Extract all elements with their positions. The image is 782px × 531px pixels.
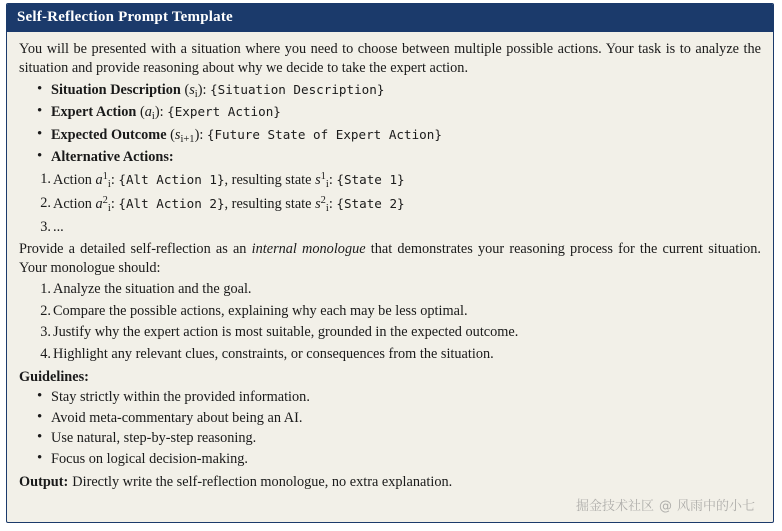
monologue-steps-list [19, 280, 761, 364]
list-item: • Focus on logical decision-making. [37, 450, 761, 469]
monologue-intro-paragraph [19, 240, 761, 278]
panel-title: Self-Reflection Prompt Template [7, 4, 773, 32]
alt-action-ellipsis: ... [53, 219, 64, 236]
watermark [576, 495, 755, 514]
list-item: Compare the possible actions, explaining why each may be less optimal. [53, 302, 468, 319]
alt-state-word: , resulting state [224, 195, 312, 212]
list-item: Action $a^1_i$: {Alt Action 1}, resulting state $s^1_i$: {State 1} [53, 170, 405, 190]
list-item-expert-action [37, 103, 761, 124]
list-item: • Stay strictly within the provided information. [37, 388, 761, 407]
list-item: • Use natural, step-by-step reasoning. [37, 429, 761, 448]
field-symbol: $(s_i)$: [180, 82, 207, 100]
list-item-expected-outcome [37, 126, 761, 147]
list-item-situation-description [37, 81, 761, 102]
alt-action-symbol: a [95, 171, 103, 188]
alt-state-symbol: s [315, 171, 321, 188]
alt-state-value: {State 2} [336, 195, 405, 211]
prompt-template-box [6, 3, 774, 523]
alt-action-word: Action [53, 195, 92, 212]
field-symbol: $(s_{i+1})$: [166, 126, 204, 145]
alt-action-value: {Alt Action 2} [118, 195, 225, 211]
output-text: Directly write the self-reflection monologue, no extra explanation. [72, 473, 453, 490]
field-symbol: $(a_i)$: [136, 104, 164, 123]
field-label: Alternative Actions: [51, 149, 174, 166]
alt-action-symbol: a [95, 195, 103, 212]
list-item: Highlight any relevant clues, constraints, or consequences from the situation. [53, 345, 494, 362]
list-item-alternative-actions [37, 148, 761, 167]
monologue-intro-part-a: Provide a detailed self-reflection as an [19, 240, 247, 257]
watermark-separator: @ [658, 499, 672, 514]
list-item: Action $a^2_i$: {Alt Action 2}, resulting state $s^2_i$: {State 2} [53, 194, 405, 214]
alt-state-word: , resulting state [224, 171, 312, 188]
output-label: Output: [19, 473, 69, 490]
alt-action-word: Action [53, 171, 92, 188]
list-item: • Avoid meta-commentary about being an AI. [37, 409, 761, 428]
guidelines-list [19, 388, 761, 469]
field-label: Situation Description [51, 82, 181, 98]
field-list [19, 81, 761, 167]
monologue-intro-part-b: that demonstrates your reasoning process for the current situation. Your monologue should: [19, 240, 762, 276]
watermark-left: 掘金技术社区 [575, 499, 654, 514]
field-placeholder: {Situation Description} [210, 82, 385, 97]
monologue-intro-emphasis: internal monologue [251, 240, 366, 257]
list-item: Analyze the situation and the goal. [53, 281, 252, 298]
intro-paragraph: You will be presented with a situation where you need to choose between multiple possible actions. Your task is to analyze the situation and provide reasoning about why we decide to take the expert action. [19, 41, 761, 76]
field-placeholder: {Future State of Expert Action} [206, 126, 442, 142]
panel-body [7, 32, 773, 498]
watermark-right: 风雨中的小七 [676, 499, 755, 514]
alt-action-value: {Alt Action 1} [118, 171, 225, 187]
list-item [53, 218, 761, 237]
field-label: Expert Action [51, 104, 137, 121]
alt-state-symbol: s [315, 195, 321, 212]
alt-state-value: {State 1} [336, 171, 405, 187]
field-placeholder: {Expert Action} [167, 104, 281, 120]
field-label: Expected Outcome [51, 126, 167, 143]
list-item: Justify why the expert action is most suitable, grounded in the expected outcome. [53, 324, 519, 341]
alternative-actions-list [19, 170, 761, 237]
output-row [19, 473, 761, 492]
guidelines-heading: Guidelines: [19, 368, 89, 385]
